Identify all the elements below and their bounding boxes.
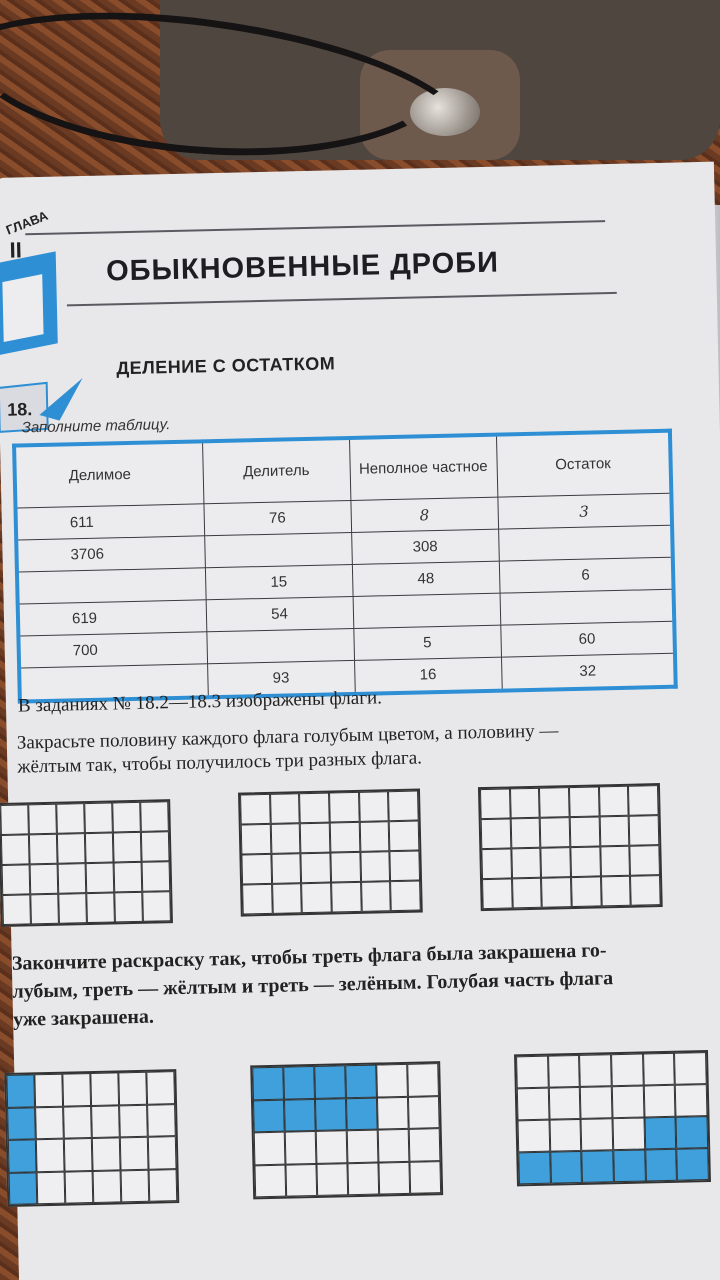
flag-cell-blue[interactable]: [9, 1172, 38, 1205]
flag-cell[interactable]: [316, 1163, 348, 1196]
flag-cell[interactable]: [114, 862, 143, 893]
chapter-number: II: [9, 237, 23, 263]
flag-cell[interactable]: [548, 1055, 580, 1088]
flag-cell-blue[interactable]: [6, 1074, 35, 1107]
flag-cell-blue[interactable]: [315, 1098, 347, 1131]
chapter-title: ОБЫКНОВЕННЫЕ ДРОБИ: [105, 246, 500, 288]
flag-cell-blue[interactable]: [8, 1139, 37, 1172]
table-cell[interactable]: 6: [499, 557, 673, 593]
flag-cell[interactable]: [675, 1084, 707, 1117]
flag-cell[interactable]: [36, 1139, 65, 1172]
flag-cell[interactable]: [86, 892, 115, 923]
flag-cell[interactable]: [119, 1104, 148, 1137]
flag-cell[interactable]: [241, 824, 271, 855]
flag-cell[interactable]: [2, 894, 31, 925]
table-cell[interactable]: [206, 628, 354, 663]
flag-cell[interactable]: [360, 851, 390, 882]
flag-cell-blue[interactable]: [253, 1099, 285, 1132]
header-dividend: Делимое: [14, 441, 203, 508]
flag-cell[interactable]: [85, 832, 114, 863]
flag-cell[interactable]: [142, 861, 171, 892]
flag-cell[interactable]: [601, 876, 631, 907]
flag-cell[interactable]: [254, 1132, 286, 1165]
table-cell[interactable]: 48: [352, 561, 500, 596]
table-cell[interactable]: [353, 593, 501, 628]
flag-cell[interactable]: [285, 1163, 317, 1196]
flag-cell-blue[interactable]: [346, 1097, 378, 1130]
flag-cell[interactable]: [86, 862, 115, 893]
flag-cell[interactable]: [34, 1074, 63, 1107]
table-cell[interactable]: 16: [354, 657, 502, 694]
task-3-text: [12, 933, 720, 1033]
flag-cell[interactable]: [378, 1129, 410, 1162]
flag-cell[interactable]: [113, 832, 142, 863]
flag-cell[interactable]: [0, 804, 29, 835]
section-title: ДЕЛЕНИЕ С ОСТАТКОМ: [116, 353, 336, 379]
task-2-line-2: жёлтым так, чтобы получилось три разных флага.: [17, 747, 423, 778]
flag-cell[interactable]: [240, 794, 270, 825]
flag-cell[interactable]: [359, 791, 389, 822]
flag-cell[interactable]: [57, 833, 86, 864]
flag-cell[interactable]: [480, 788, 510, 819]
flag-cell[interactable]: [141, 831, 170, 862]
flag-cell[interactable]: [390, 881, 420, 912]
flag-cell[interactable]: [518, 1120, 550, 1153]
table-cell[interactable]: 619: [18, 600, 207, 636]
flag-cell[interactable]: [389, 821, 419, 852]
flag-cell[interactable]: [674, 1052, 706, 1085]
table-cell[interactable]: 93: [207, 660, 355, 697]
flag-cell[interactable]: [330, 852, 360, 883]
flag-cell[interactable]: [92, 1137, 121, 1170]
flag-cell[interactable]: [285, 1131, 317, 1164]
flag-cell[interactable]: [93, 1170, 122, 1203]
task-2-line-1: Закрасьте половину каждого флага голубым цветом, а половину —: [16, 720, 559, 754]
flag-cell[interactable]: [35, 1106, 64, 1139]
flag-cell[interactable]: [347, 1130, 379, 1163]
flag-cell-blue[interactable]: [284, 1098, 316, 1131]
flag-cell[interactable]: [120, 1137, 149, 1170]
flag-cell[interactable]: [409, 1128, 441, 1161]
flag-cell[interactable]: [376, 1064, 408, 1097]
flag-cell[interactable]: [579, 1054, 611, 1087]
flag-cell-blue[interactable]: [7, 1107, 36, 1140]
flag-cell[interactable]: [148, 1136, 177, 1169]
flag-cell[interactable]: [37, 1171, 66, 1204]
flag-cell[interactable]: [140, 801, 169, 832]
flag-cell[interactable]: [481, 848, 511, 879]
flag-cell[interactable]: [347, 1162, 379, 1195]
flag-cell-blue[interactable]: [283, 1066, 315, 1099]
flag-grid-2[interactable]: [238, 788, 423, 916]
flag-cell-blue[interactable]: [613, 1149, 645, 1182]
header-quotient: Неполное частное: [349, 435, 498, 501]
flag-cell[interactable]: [599, 786, 629, 817]
flag-cell[interactable]: [254, 1164, 286, 1197]
flag-cell[interactable]: [512, 878, 542, 909]
flag-cell[interactable]: [30, 894, 59, 925]
flag-cell[interactable]: [299, 793, 329, 824]
flag-cell-blue[interactable]: [676, 1116, 708, 1149]
handwritten-cell[interactable]: 3: [498, 493, 672, 529]
task-3-line-1: Закончите раскраску так, чтобы треть флага была закрашена го-: [11, 939, 607, 975]
flag-cell[interactable]: [272, 883, 302, 914]
flag-cell[interactable]: [388, 791, 418, 822]
flag-cell[interactable]: [549, 1119, 581, 1152]
flag-grid-3[interactable]: [478, 783, 663, 911]
flag-cell[interactable]: [142, 891, 171, 922]
flag-cell[interactable]: [378, 1161, 410, 1194]
flag-cell[interactable]: [571, 876, 601, 907]
chapter-badge: [0, 251, 58, 355]
flag-cell[interactable]: [569, 786, 599, 817]
table-cell[interactable]: 15: [205, 564, 353, 599]
flag-cell-blue[interactable]: [645, 1149, 677, 1182]
flag-cell[interactable]: [408, 1096, 440, 1129]
flag-cell[interactable]: [329, 792, 359, 823]
flag-cell[interactable]: [112, 802, 141, 833]
flag-cell[interactable]: [628, 785, 658, 816]
flag-cell[interactable]: [331, 882, 361, 913]
table-cell[interactable]: 60: [501, 621, 675, 657]
flag-cell[interactable]: [65, 1171, 94, 1204]
flag-grid-6[interactable]: [514, 1050, 711, 1186]
flag-cell-blue[interactable]: [550, 1151, 582, 1184]
header-remainder: Остаток: [496, 431, 671, 497]
flag-cell-blue[interactable]: [518, 1152, 550, 1185]
flag-cell[interactable]: [118, 1072, 147, 1105]
flag-cell[interactable]: [330, 822, 360, 853]
header-divisor: Делитель: [202, 438, 350, 504]
division-table: [12, 429, 678, 704]
flag-cell[interactable]: [581, 1118, 613, 1151]
table-cell[interactable]: 76: [204, 500, 352, 535]
flag-cell-blue[interactable]: [582, 1150, 614, 1183]
flag-cell[interactable]: [90, 1072, 119, 1105]
task-3-line-3: уже закрашена.: [12, 1005, 155, 1031]
flag-cell-blue[interactable]: [644, 1117, 676, 1150]
flag-grid-1[interactable]: [0, 799, 173, 927]
flag-cell[interactable]: [643, 1085, 675, 1118]
flag-cell-blue[interactable]: [314, 1065, 346, 1098]
flag-cell-blue[interactable]: [252, 1067, 284, 1100]
flag-cell[interactable]: [570, 846, 600, 877]
flags-intro: В заданиях № 18.2—18.3 изображены флаги.: [17, 687, 383, 717]
flag-cell[interactable]: [58, 893, 87, 924]
flag-cell[interactable]: [570, 816, 600, 847]
flag-cell[interactable]: [146, 1071, 175, 1104]
flag-cell[interactable]: [241, 854, 271, 885]
flag-cell[interactable]: [301, 883, 331, 914]
task-instruction: Заполните таблицу.: [21, 416, 171, 437]
flag-cell[interactable]: [409, 1161, 441, 1194]
table-cell[interactable]: 611: [15, 504, 204, 540]
flag-cell[interactable]: [361, 881, 391, 912]
flag-cell[interactable]: [91, 1105, 120, 1138]
flag-cell[interactable]: [600, 846, 630, 877]
flag-cell[interactable]: [29, 834, 58, 865]
flag-cell[interactable]: [64, 1138, 93, 1171]
flag-cell[interactable]: [516, 1056, 548, 1089]
table-cell[interactable]: [500, 589, 674, 625]
flag-cell[interactable]: [511, 848, 541, 879]
flag-cell[interactable]: [114, 892, 143, 923]
textbook-page: [0, 162, 720, 1280]
task-2-text: [17, 716, 708, 780]
flag-cell[interactable]: [482, 878, 512, 909]
flag-cell[interactable]: [630, 875, 660, 906]
flag-cell[interactable]: [56, 803, 85, 834]
flag-grid-5[interactable]: [250, 1061, 443, 1199]
flag-cell[interactable]: [377, 1096, 409, 1129]
flag-cell[interactable]: [580, 1086, 612, 1119]
header-rule-top: [25, 220, 605, 235]
flag-cell[interactable]: [147, 1104, 176, 1137]
flag-cell[interactable]: [599, 816, 629, 847]
flag-cell[interactable]: [242, 884, 272, 915]
flag-cell[interactable]: [300, 823, 330, 854]
handwritten-cell[interactable]: 8: [350, 497, 498, 532]
flag-cell[interactable]: [629, 815, 659, 846]
flag-cell[interactable]: [30, 864, 59, 895]
flag-cell[interactable]: [612, 1117, 644, 1150]
flag-cell-blue[interactable]: [345, 1065, 377, 1098]
flag-cell[interactable]: [407, 1063, 439, 1096]
flag-cell[interactable]: [643, 1053, 675, 1086]
table-cell[interactable]: [498, 525, 672, 561]
flag-cell[interactable]: [270, 823, 300, 854]
table-cell[interactable]: 308: [351, 529, 499, 564]
flag-cell[interactable]: [541, 847, 571, 878]
flag-cell[interactable]: [612, 1086, 644, 1119]
flag-cell[interactable]: [611, 1054, 643, 1087]
flag-cell[interactable]: [28, 804, 57, 835]
flag-cell[interactable]: [539, 787, 569, 818]
flag-cell[interactable]: [271, 853, 301, 884]
task-3-line-2: лубым, треть — жёлтым и треть — зелёным. Голубая часть флага: [12, 967, 614, 1003]
flag-grid-4[interactable]: [4, 1069, 179, 1207]
table-cell[interactable]: 700: [18, 632, 207, 668]
section-number: 18.: [7, 399, 33, 420]
table-cell[interactable]: 5: [353, 625, 501, 660]
flag-cell[interactable]: [390, 851, 420, 882]
flag-cell[interactable]: [63, 1106, 92, 1139]
table-cell[interactable]: 54: [206, 596, 354, 631]
flag-cell[interactable]: [630, 845, 660, 876]
flag-cell[interactable]: [548, 1087, 580, 1120]
chapter-label: ГЛАВА: [3, 207, 50, 238]
flag-cell[interactable]: [84, 802, 113, 833]
table-cell[interactable]: [17, 568, 206, 604]
flag-cell[interactable]: [510, 818, 540, 849]
flag-cell[interactable]: [510, 788, 540, 819]
flag-cell[interactable]: [121, 1169, 150, 1202]
flag-cell[interactable]: [301, 853, 331, 884]
table-cell[interactable]: 3706: [16, 536, 205, 572]
table-cell[interactable]: [204, 532, 352, 567]
flag-cell[interactable]: [149, 1169, 178, 1202]
flag-cell-blue[interactable]: [677, 1148, 709, 1181]
flag-cell[interactable]: [2, 864, 31, 895]
flag-cell[interactable]: [58, 863, 87, 894]
header-rule-bottom: [67, 292, 617, 306]
table-cell[interactable]: 32: [501, 653, 675, 690]
flag-cell[interactable]: [359, 821, 389, 852]
flag-cell[interactable]: [517, 1088, 549, 1121]
flag-cell[interactable]: [481, 818, 511, 849]
flag-cell[interactable]: [1, 834, 30, 865]
flag-cell[interactable]: [62, 1073, 91, 1106]
flag-cell[interactable]: [541, 877, 571, 908]
flag-cell[interactable]: [540, 817, 570, 848]
flag-cell[interactable]: [316, 1130, 348, 1163]
flag-cell[interactable]: [270, 793, 300, 824]
